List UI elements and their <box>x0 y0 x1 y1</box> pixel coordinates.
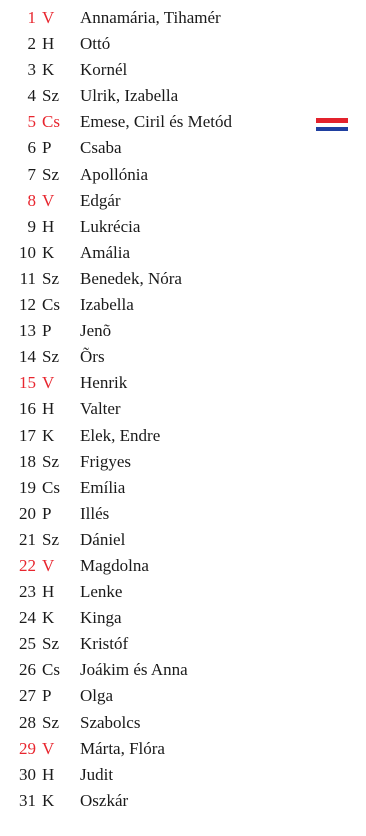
calendar-row <box>0 501 366 527</box>
calendar-row <box>0 240 366 266</box>
name-day-names: Oszkár <box>80 790 129 810</box>
weekday-abbrev: Sz <box>42 86 59 106</box>
name-day-names: Amália <box>80 242 131 262</box>
flag-icon <box>316 118 348 131</box>
name-day-names: Lenke <box>80 582 123 602</box>
name-day-names: Valter <box>80 399 121 419</box>
calendar-row <box>0 423 366 449</box>
name-day-names: Csaba <box>80 138 122 158</box>
weekday-abbrev: Sz <box>42 268 59 288</box>
name-day-names: Kinga <box>80 608 122 628</box>
calendar-row <box>0 5 366 31</box>
calendar-row <box>0 553 366 579</box>
name-day-names: Ottó <box>80 34 111 54</box>
day-number: 13 <box>19 321 36 341</box>
name-day-names: Jenõ <box>80 321 112 341</box>
calendar-row <box>0 292 366 318</box>
name-day-names: Emília <box>80 477 126 497</box>
weekday-abbrev: K <box>42 60 55 80</box>
day-number: 14 <box>19 347 36 367</box>
calendar-row <box>0 214 366 240</box>
weekday-abbrev: Sz <box>42 712 59 732</box>
calendar-row <box>0 57 366 83</box>
calendar-row <box>0 683 366 709</box>
calendar-row <box>0 31 366 57</box>
day-number: 27 <box>19 686 36 706</box>
name-day-names: Emese, Ciril és Metód <box>80 112 233 132</box>
day-number: 28 <box>19 712 36 732</box>
weekday-abbrev: H <box>42 216 55 236</box>
calendar-row <box>0 344 366 370</box>
calendar-row <box>0 162 366 188</box>
calendar-row <box>0 710 366 736</box>
day-number: 16 <box>19 399 36 419</box>
weekday-abbrev: Sz <box>42 529 59 549</box>
calendar-row <box>0 83 366 109</box>
day-number: 25 <box>19 634 36 654</box>
day-number: 3 <box>27 60 36 80</box>
day-number: 30 <box>19 764 36 784</box>
day-number: 22 <box>19 555 36 575</box>
calendar-row <box>0 370 366 396</box>
calendar-row <box>0 318 366 344</box>
weekday-abbrev: H <box>42 582 55 602</box>
day-number: 12 <box>19 295 36 315</box>
day-number: 23 <box>19 582 36 602</box>
day-number: 18 <box>19 451 36 471</box>
day-number: 2 <box>27 34 36 54</box>
calendar-row <box>0 788 366 814</box>
weekday-abbrev: Cs <box>42 660 60 680</box>
name-day-names: Márta, Flóra <box>80 738 165 758</box>
weekday-abbrev: V <box>42 8 55 27</box>
day-number: 17 <box>19 425 36 445</box>
name-day-names: Elek, Endre <box>80 425 161 445</box>
calendar-row <box>0 475 366 501</box>
name-day-names: Olga <box>80 686 114 706</box>
name-day-names: Judit <box>80 764 114 784</box>
weekday-abbrev: P <box>42 503 52 523</box>
day-number: 6 <box>27 138 36 158</box>
weekday-abbrev: K <box>42 242 55 262</box>
day-number: 9 <box>27 216 36 236</box>
weekday-abbrev: V <box>42 373 55 393</box>
weekday-abbrev: P <box>42 686 52 706</box>
calendar-row <box>0 188 366 214</box>
calendar-row <box>0 449 366 475</box>
calendar-row <box>0 762 366 788</box>
name-day-names: Ulrik, Izabella <box>80 86 179 106</box>
day-number: 26 <box>19 660 36 680</box>
weekday-abbrev: Sz <box>42 634 59 654</box>
day-number: 31 <box>19 790 36 810</box>
calendar-row <box>0 605 366 631</box>
weekday-abbrev: Sz <box>42 164 59 184</box>
calendar-row <box>0 736 366 762</box>
name-day-names: Kornél <box>80 60 128 80</box>
day-number: 19 <box>19 477 36 497</box>
day-number: 21 <box>19 529 36 549</box>
name-day-names: Edgár <box>80 190 121 210</box>
weekday-abbrev: V <box>42 555 55 575</box>
calendar-row <box>0 135 366 161</box>
name-day-names: Õrs <box>80 347 105 367</box>
day-number: 7 <box>27 164 36 184</box>
day-number: 8 <box>27 190 36 210</box>
day-number: 29 <box>19 738 36 758</box>
name-day-names: Lukrécia <box>80 216 141 236</box>
weekday-abbrev: Cs <box>42 477 60 497</box>
name-day-names: Szabolcs <box>80 712 141 732</box>
calendar-row <box>0 579 366 605</box>
day-number: 1 <box>27 8 36 27</box>
weekday-abbrev: V <box>42 190 55 210</box>
calendar-row <box>0 266 366 292</box>
calendar-row <box>0 527 366 553</box>
calendar-row <box>0 396 366 422</box>
weekday-abbrev: Cs <box>42 295 60 315</box>
name-day-names: Apollónia <box>80 164 148 184</box>
name-day-names: Frigyes <box>80 451 131 471</box>
weekday-abbrev: Sz <box>42 347 59 367</box>
day-number: 5 <box>27 112 36 132</box>
day-number: 10 <box>19 242 36 262</box>
calendar-row <box>0 657 366 683</box>
day-number: 24 <box>19 608 36 628</box>
day-number: 15 <box>19 373 36 393</box>
name-day-names: Henrik <box>80 373 128 393</box>
weekday-abbrev: V <box>42 738 55 758</box>
name-day-names: Izabella <box>80 295 134 315</box>
weekday-abbrev: H <box>42 399 55 419</box>
name-day-names: Annamária, Tihamér <box>80 8 221 27</box>
weekday-abbrev: K <box>42 425 55 445</box>
weekday-abbrev: K <box>42 608 55 628</box>
weekday-abbrev: Cs <box>42 112 60 132</box>
name-day-names: Benedek, Nóra <box>80 268 182 288</box>
calendar-row <box>0 631 366 657</box>
weekday-abbrev: H <box>42 764 55 784</box>
day-number: 11 <box>19 268 36 288</box>
weekday-abbrev: H <box>42 34 55 54</box>
day-number: 4 <box>27 86 36 106</box>
name-day-names: Joákim és Anna <box>80 660 188 680</box>
weekday-abbrev: K <box>42 790 55 810</box>
calendar-row <box>0 109 366 135</box>
name-day-names: Illés <box>80 503 110 523</box>
name-day-names: Kristóf <box>80 634 129 654</box>
weekday-abbrev: P <box>42 138 52 158</box>
name-day-names: Dániel <box>80 529 126 549</box>
day-number: 20 <box>19 503 36 523</box>
weekday-abbrev: P <box>42 321 52 341</box>
weekday-abbrev: Sz <box>42 451 59 471</box>
name-day-names: Magdolna <box>80 555 149 575</box>
